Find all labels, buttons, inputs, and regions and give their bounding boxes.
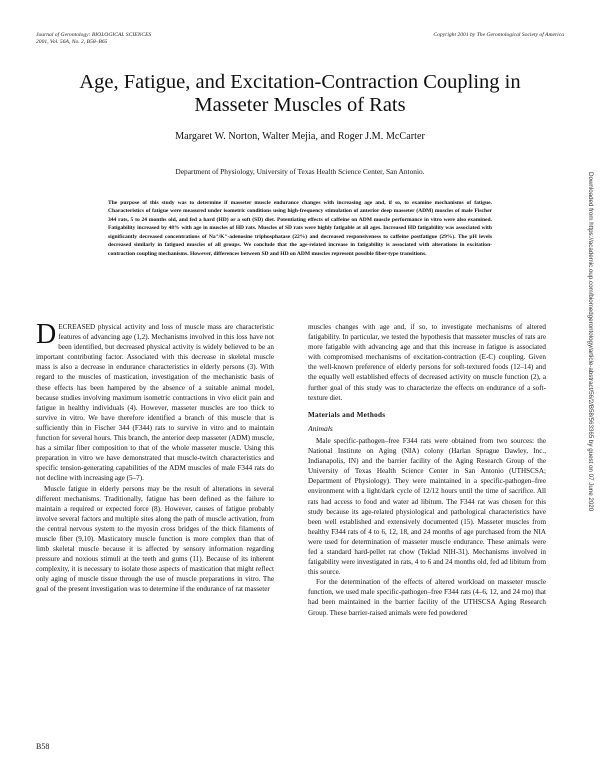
- methods-heading: Materials and Methods: [308, 410, 386, 419]
- journal-volume: 2001, Vol. 56A, No. 2, B58–B65: [36, 39, 108, 45]
- copyright-notice: Copyright 2001 by The Gerontological Society of America: [433, 32, 564, 38]
- intro-paragraph-3: muscles changes with age and, if so, to investigate mechanisms of altered fatigability. In particular, we tested the hypothesis that masseter muscles of rats are more fatigable with advancing age and that this increase in fatigue is associated with compromised mechanisms of excitation-contraction (E-C) coupling. Given the well-known preference of elderly persons for soft-textured foods (12–14) and the equally well established effects of decreased activity on muscle function (2), a further goal of this study was to characterize the effects on endurance of a soft-texture diet.: [308, 323, 546, 402]
- abstract-text: The purpose of this study was to determine if masseter muscle endurance changes with increasing age and, if so, to examine mechanisms of fatigue. Characteristics of fatigue were measured under isometric conditions using high-frequency stimulation of anterior deep masseter (ADM) muscles of male Fischer 344 rats, 5 to 24 months old, and fed a hard (HD) or a soft (SD) diet. Potentiating effects of caffeine on ADM muscle performance in vitro were also examined. Fatigability increased by 48% with age in muscles of HD rats. Muscles of SD rats were highly fatigable at all ages. Increased HD fatigability was associated with significantly decreased concentrations of Na⁺/K⁺-adenosine triphosphatase (22%) and decreased responsiveness to caffeine postfatigue (29%). The pH levels decreased similarly in fatigued muscles of all groups. We conclude that the age-related increase in fatigability is associated with alterations in excitation-contraction coupling mechanisms. However, differences between SD and HD on ADM muscles represent possible fiber-type transitions.: [108, 200, 492, 257]
- intro-paragraph-1-text: ECREASED physical activity and loss of muscle mass are characteristic features of advancing age (1,2). Mechanisms involved in this loss have not been identified, but decreased physical activity is widely believed to be an important contributing factor. Associated with this decrease in skeletal muscle mass is also a decrease in endurance characteristics in elderly persons (3). With regard to the muscles of mastication, investigation of the mechanistic basis of these effects has been hampered by the absence of a suitable animal model, because studies involving maximum isometric contractions in vivo elicit pain and fatigue in healthy individuals (4). However, masseter muscles are too thick to survive in vitro. We have therefore identified a branch of this muscle that is sufficiently thin in Fischer 344 (F344) rats to survive in vitro and to maintain function for several hours. This branch, the anterior deep masseter (ADM) muscle, has a similar fiber composition to that of the whole masseter muscle. Using this preparation in vitro we have demonstrated that muscle-twitch characteristics and specific tension-generating capabilities of the ADM muscles of male F344 rats do not decline with increasing age (5–7).: [36, 323, 274, 483]
- intro-paragraph-2: Muscle fatigue in elderly persons may be the result of alterations in several different mechanisms. Traditionally, fatigue has been defined as the failure to maintain a required or expected force (8). However, causes of fatigue probably involve several factors and multiple sites along the path of muscle activation, from the central nervous system to the myosin cross bridges of the thick filaments of muscle fiber (9,10). Masticatory muscle function is more complex than that of limb skeletal muscle because it is affected by sensory information regarding pressure and noxious stimuli at the teeth and gums (11). Because of its inherent complexity, it is necessary to isolate those aspects of mastication that might reflect only aging of muscle tissue through the use of muscle preparations in vitro. The goal of the present investigation was to determine if the endurance of rat masseter: [36, 484, 274, 594]
- journal-name: Journal of Gerontology: BIOLOGICAL SCIENCES: [36, 32, 152, 38]
- intro-paragraph-1: [36, 319, 274, 484]
- abstract: [108, 199, 492, 258]
- download-watermark: Downloaded from https://academic.oup.com/biomedgerontology/article-abstract/56/2/B58/563365 by guest on 07 June 2020: [587, 172, 594, 512]
- running-header-left: [36, 32, 151, 46]
- animals-paragraph-2: For the determination of the effects of altered workload on masseter muscle function, we used male specific-pathogen–free F344 rats (4–6, 12, and 24 mo) that had been maintained in the barrier facility of the UTHSCSA Aging Research Group. These barrier-raised animals were fed powdered: [308, 578, 546, 617]
- animals-subheading: Animals: [308, 423, 333, 433]
- author-list: Margaret W. Norton, Walter Mejia, and Roger J.M. McCarter: [175, 131, 425, 142]
- affiliation: Department of Physiology, University of Texas Health Science Center, San Antonio.: [175, 167, 425, 176]
- page-number: B58: [36, 742, 50, 751]
- body-column-left: [36, 319, 274, 595]
- animals-paragraph-1: Male specific-pathogen–free F344 rats were obtained from two sources: the National Institute on Aging (NIA) colony (Harlan Sprague Dawley, Inc., Indianapolis, IN) and the barrier facility of the Aging Research Group of the University of Texas Health Science Center in San Antonio (UTHSCSA; Department of Physiology). They were maintained in a specific-pathogen–free environment with a light/dark cycle of 12/12 hours until the time of sacrifice. All rats had access to food and water ad libitum. The F344 rat was chosen for this study because its age-related physiological and pathological characteristics have been well established and extensively documented (15). Masseter muscles from healthy F344 rats of 4 to 6, 12, 18, and 24 months of age purchased from the NIA were used for determination of masseter muscle endurance. These animals were fed a standard hard-pellet rat chow (Teklad NIH-31). Mechanisms involved in fatigability were investigated in rats, 4 to 6 and 24 months old, fed ad libitum from this source.: [308, 436, 546, 577]
- drop-cap: D: [36, 319, 57, 350]
- article-title: Age, Fatigue, and Excitation-Contraction Coupling in Masseter Muscles of Rats: [79, 71, 521, 116]
- body-column-right: [308, 322, 546, 618]
